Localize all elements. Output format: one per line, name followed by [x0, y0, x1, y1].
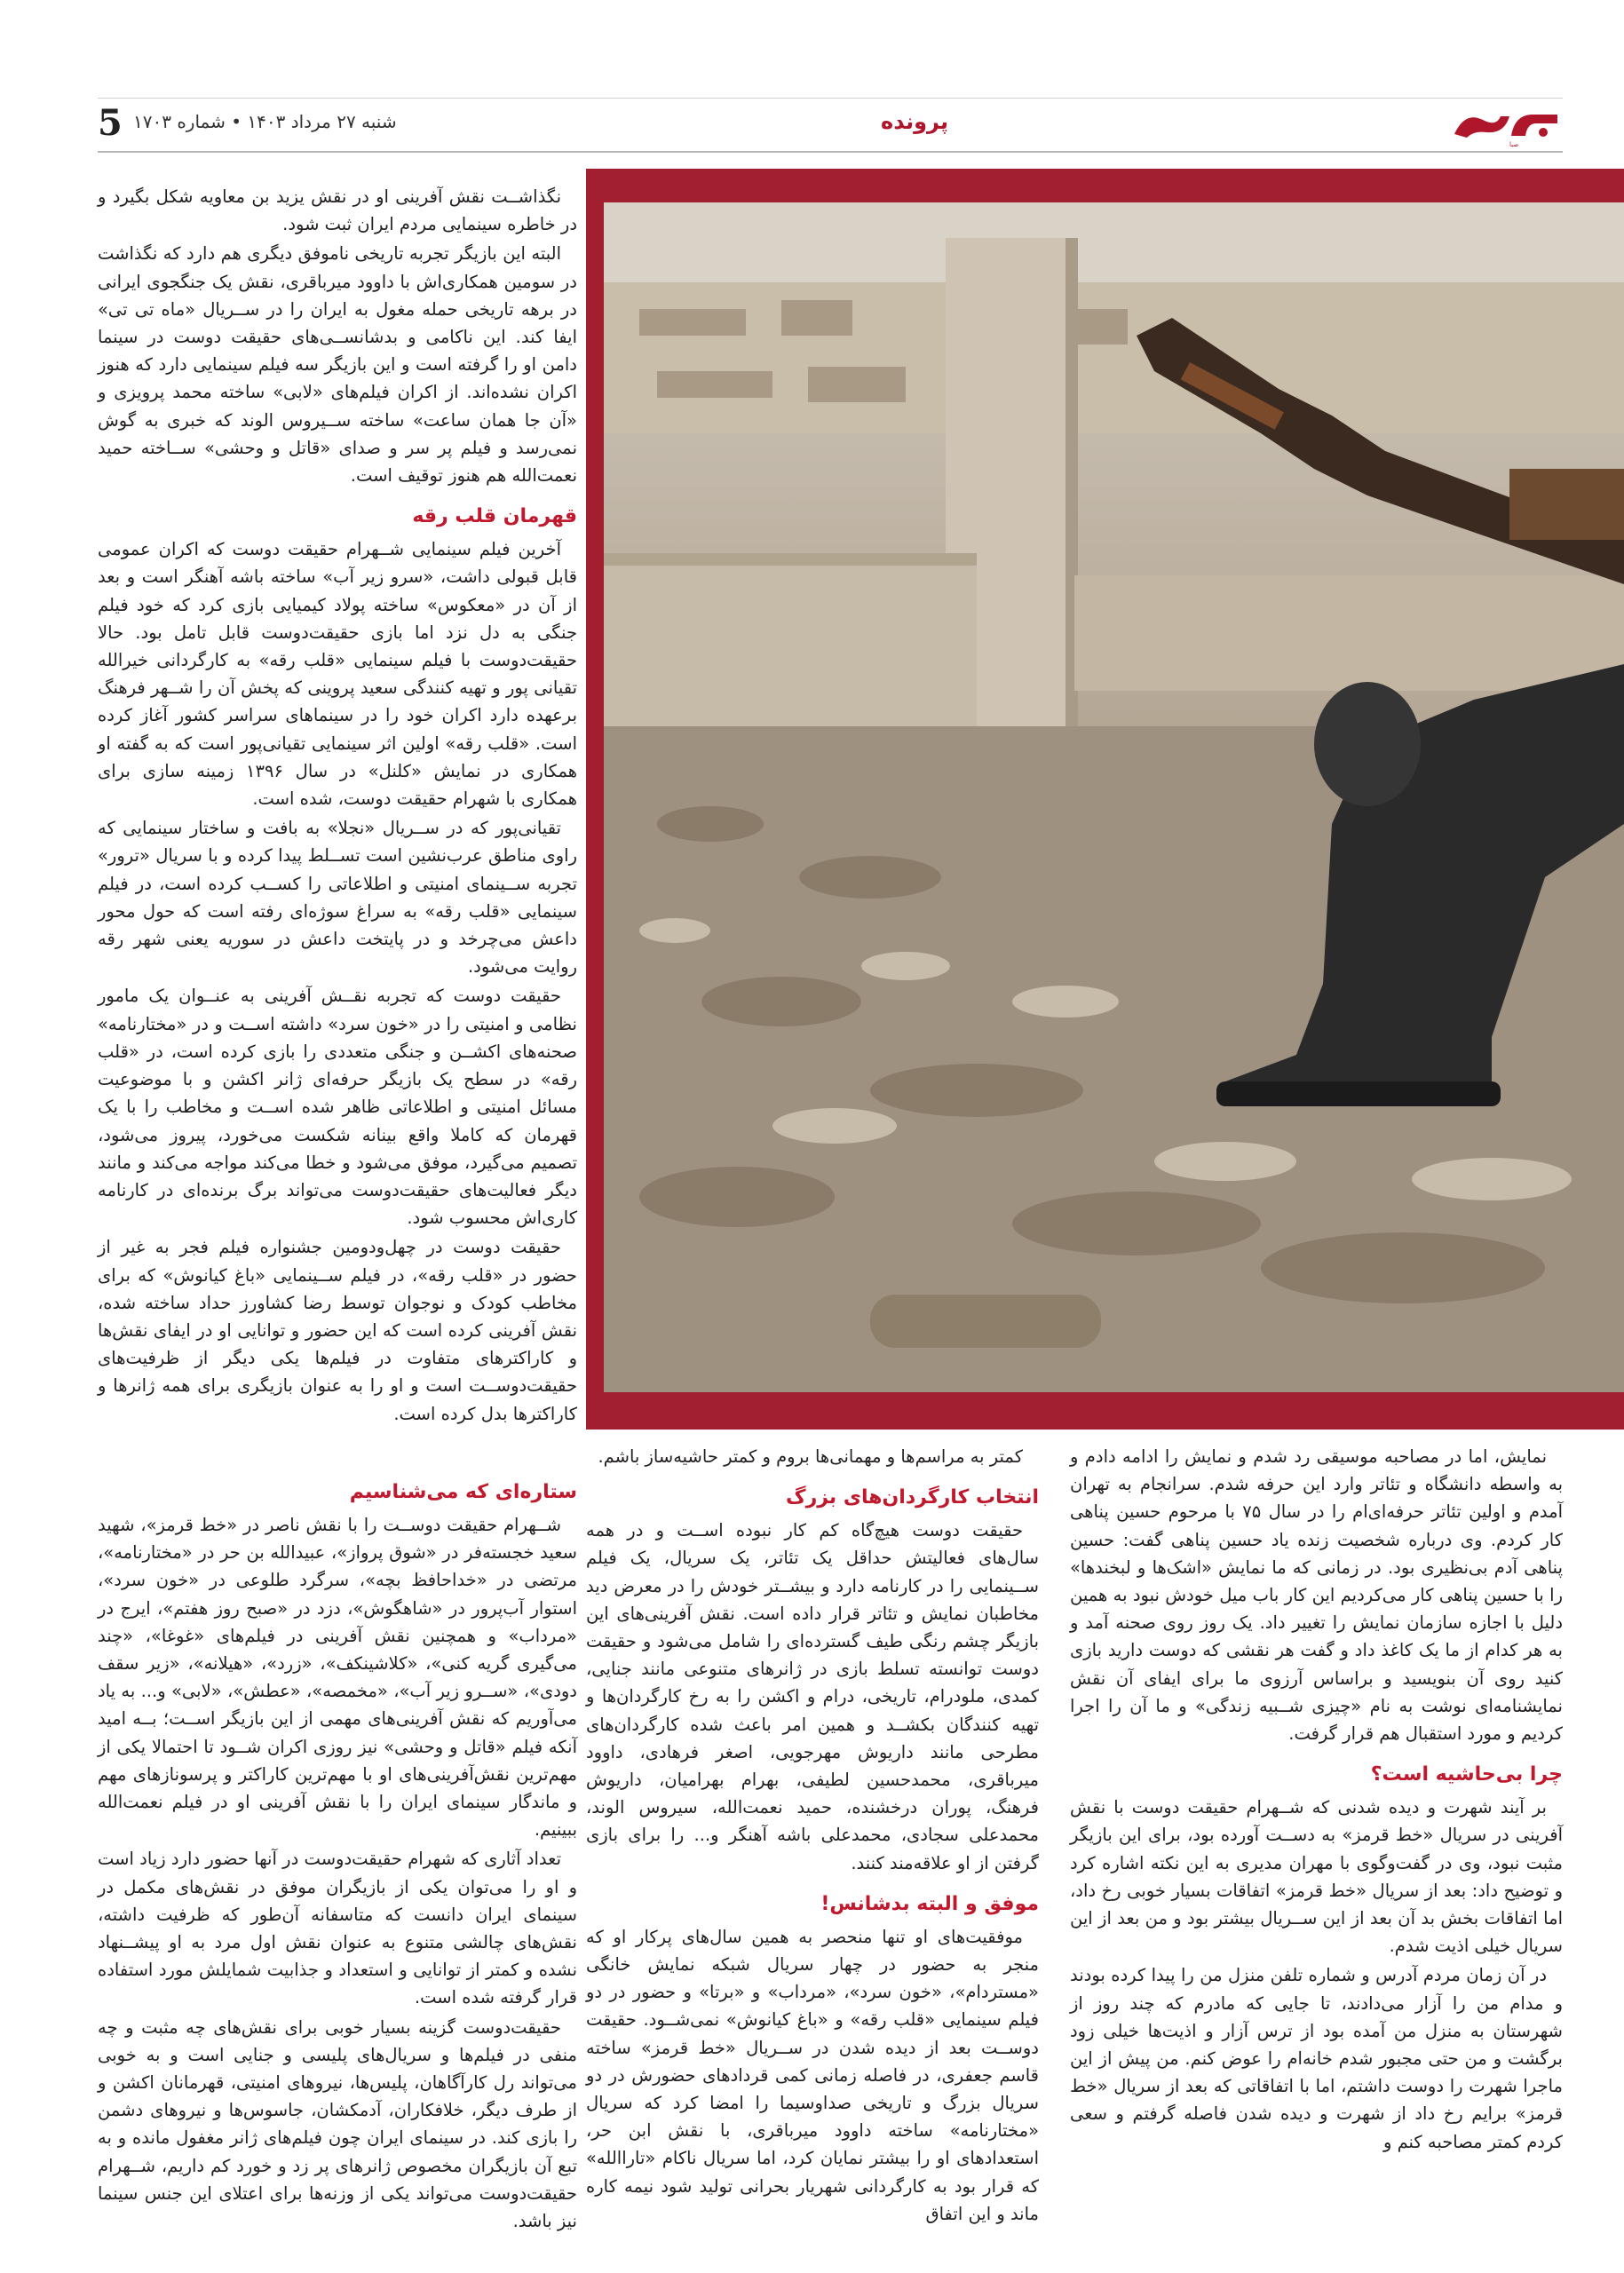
photo-frame	[586, 169, 1624, 1430]
column-left-lower	[98, 1465, 577, 2237]
paragraph: تعداد آثاری که شهرام حقیقت‌دوست در آنها حضور دارد زیاد است و او را می‌توان یکی از بازیگران موفق در نقش‌های مکمل در سینمای ایران دانست که متاسفانه آن‌طور که ظرفیت داشته، نقش‌های چالشی متنوع به عنوان نقش اول مرد به او پیشــنهاد نشده و کمتر از توانایی و استعداد و جذابیت شمایلش مورد استفاده قرار گرفته شده است.	[98, 1849, 577, 2008]
subheading-heart-of-raqqa: قهرمان قلب رقه	[412, 505, 577, 528]
paragraph: حقیقت دوست هیچ‌گاه کم کار نبوده اســت و در همه سال‌های فعالیتش حداقل یک تئاتر، یک سریال، یک فیلم ســینمایی را در کارنامه دارد و بیشــتر خودش را در معرض دید مخاطبان نمایش و تئاتر قرار داده است. نقش آفرینی‌های این بازیگر چشم رنگی طیف گسترده‌ای را شامل می‌شود و حقیقت دوست توانسته تسلط بازی در ژانرهای متنوعی مانند جنایی، کمدی، ملودرام، تاریخی، درام و اکشن را به رخ کارگردان‌ها و تهیه کنندگان بکشــد و همین امر باعث شده کارگردان‌های مطرحی مانند داریوش مهرجویی، اصغر فرهادی، داوود میرباقری، محمدحسین لطیفی، بهرام بهرامیان، داریوش فرهنگ، پوران درخشنده، حمید نعمت‌الله، سیروس الوند، محمدعلی سجادی، محمدعلی باشه آهنگر و... را برای بازی گرفتن از او علاقه‌مند کنند.	[586, 1520, 1039, 1873]
paragraph: نگذاشــت نقش آفرینی او در نقش یزید بن معاویه شکل بگیرد و در خاطره سینمایی مردم ایران ثبت شود.	[98, 186, 577, 235]
saba-logo	[1447, 104, 1563, 148]
page-header	[98, 98, 1563, 153]
paragraph: کمتر به مراسم‌ها و مهمانی‌ها بروم و کمتر حاشیه‌ساز باشم.	[598, 1446, 1023, 1467]
soldier-photo	[604, 202, 1624, 1392]
subheading-successful-unlucky: موفق و البته بدشانس!	[820, 1892, 1039, 1915]
issue-date: شنبه ۲۷ مرداد ۱۴۰۳ • شماره ۱۷۰۳	[133, 111, 397, 132]
paragraph: حقیقت دوست در چهل‌ودومین جشنواره فیلم فجر به غیر از حضور در «قلب رقه»، در فیلم ســینمایی «باغ کیانوش» که برای مخاطب کودک و نوجوان توسط رضا کشاورز حداد ساخته شده، نقش آفرینی کرده است که این حضور و توانایی او در ایفای نقش‌ها و کاراکترهای متفاوت در فیلم‌ها یکی دیگر از ظرفیت‌های حقیقت‌دوســت است و او را به عنوان بازیگری برای همه ژانرها و کاراکترها بدل کرده است.	[98, 1237, 577, 1424]
svg-text:صبا: صبا	[1509, 141, 1519, 148]
paragraph: حقیقت‌دوست گزینه بسیار خوبی برای نقش‌های چه مثبت و چه منفی در فیلم‌ها و سریال‌های پلیسی و جنایی است و به خوبی می‌تواند رل کارآگاهان، پلیس‌ها، نیروهای امنیتی، قهرمانان اکشن و از طرف دیگر، خلافکاران، آدمکشان، جاسوس‌ها و نیروهای دشمن را بازی کند. در سینمای ایران چون فیلم‌های ژانر مغفول مانده و به تبع آن بازیگران مخصوص ژانرهای پر زد و خورد کم داریم، شــهرام حقیقت‌دوست می‌تواند یکی از وزنه‌ها برای اعتلای این جنس سینما نیز باشد.	[98, 2016, 577, 2232]
subheading-why-no-controversy: چرا بی‌حاشیه است؟	[1370, 1763, 1563, 1786]
paragraph: بر آیند شهرت و دیده شدنی که شــهرام حقیقت دوست با نقش آفرینی در سریال «خط قرمز» به دســت آورده بود، برای این بازیگر مثبت نبود، وی در گفت‌وگوی با مهران مدیری به این نکته اشاره کرد و توضیح داد: بعد از سریال «خط قرمز» اتفاقات بسیار خوبی رخ داد، اما اتفاقات بخش بد آن بعد از این ســریال بیشتر بود و من بعد از این سریال خیلی اذیت شدم.	[1070, 1797, 1563, 1957]
paragraph: موفقیت‌های او تنها منحصر به همین سال‌های پرکار او که منجر به حضور در چهار سریال شبکه نمایش خانگی «مستردام»، «خون سرد»، «مرداب» و «برتا» و حضور در دو فیلم سینمایی «قلب رقه» و «باغ کیانوش» نمی‌شــود. حقیقت دوســت بعد از دیده شدن در ســریال «خط قرمز» ساخته قاسم جعفری، در فاصله زمانی کمی قرداد‌های حضورش در دو سریال بزرگ و تاریخی صداوسیما را امضا کرد که سریال «مختارنامه» ساخته داوود میرباقری، با نقش ابن حر، استعدادهای او را بیشتر نمایان کرد، اما سریال ناکام «تاراالله» که قرار بود به کارگردانی شهریار بحرانی تولید شود نیمه کاره ماند و این اتفاق	[586, 1926, 1039, 2224]
paragraph: در آن زمان مردم آدرس و شماره تلفن منزل من را پیدا کرده بودند و مدام من را آزار می‌دادند، تا جایی که مادرم که چند روز از شهرستان به منزل من آمده بود از ترس آزار و اذیت‌ها خیلی زود برگشت و من حتی مجبور شدم خانه‌ام را عوض کنم. من پیش از این ماجرا شهرت را دوست داشتم، اما با اتفاقاتی که بعد از سریال «خط قرمز» برایم رخ داد از شهرت و دیده شدن فاصله گرفتم و سعی کردم کمتر مصاحبه کنم و	[1070, 1965, 1563, 2152]
paragraph: البته این بازیگر تجربه تاریخی ناموفق دیگری هم دارد که نگذاشت در سومین همکاری‌اش با داوود میرباقری، نقش یک جنگجوی ایرانی در برهه تاریخی حمله مغول به ایران را در ســریال «ماه تی تی» ایفا کند. این ناکامی و بدشانســی‌های حقیقت دوست در سینما دامن او را گرفته است و این بازیگر سه فیلم سینمایی دارد که هنوز اکران نشده‌اند. از اکران فیلم‌های «لابی» ساخته محمد پرویزی و «آن جا همان ساعت» ساخته ســیروس الوند که خبری به گوش نمی‌رسد و فیلم پر سر و صدای «قاتل و وحشی» ســاخته حمید نعمت‌الله هم هنوز توقیف است.	[98, 243, 577, 487]
paragraph: آخرین فیلم سینمایی شــهرام حقیقت دوست که اکران عمومی قابل قبولی داشت، «سرو زیر آب» ساخته باشه آهنگر است و بعد از آن در «معکوس» ساخته پولاد کیمیایی بازی کرد که خود فیلم جنگی به دل نزد اما بازی حقیقت‌دوست قابل تامل بود. حالا حقیقت‌دوست با فیلم سینمایی «قلب رقه» به کارگردانی خیرالله تقیانی پور و تهیه کنندگی سعید پروینی که پخش آن را شــهر فرهنگ برعهده دارد اکران خود را در سینماهای سراسر کشور آغاز کرده است. «قلب رقه» اولین اثر سینمایی تقیانی‌پور است که به گفته او همکاری در نمایش «کلنل» در سال ۱۳۹۶ زمینه سازی برای همکاری با شهرام حقیقت دوست، شده است.	[98, 539, 577, 810]
paragraph: نمایش، اما در مصاحبه موسیقی رد شدم و نمایش را ادامه دادم و به واسطه دانشگاه و تئاتر وارد این حرفه شدم. سرانجام به تهران آمدم و اولین تئاتر حرفه‌ای‌ام را در سال ۷۵ با مرحوم حسین پناهی کار کردم. وی درباره شخصیت زنده یاد حسین پناهی گفت: حسین پناهی آدم بی‌نظیری بود. در زمانی که ما نمایش «اشک‌ها و لبخندها» را با حسین پناهی کار می‌کردیم این کار باب میل خودش نبود به همین دلیل با اجازه سازمان نمایش را تغییر داد. یک روز روی صحنه آمد و به هر کدام از ما یک کاغذ داد و گفت هر نقشی که دوست دارید بازی کنید روی آن بنویسید و براساس آرزوی ما برای ایفای آن نقش نمایشنامه‌ای نوشت به نام «چیزی شــبیه زندگی» و ما آن را اجرا کردیم و مورد استقبال هم قرار گرفت.	[1070, 1446, 1563, 1745]
column-left-upper	[98, 183, 577, 1430]
subheading-choosing-directors: انتخاب کارگردان‌های بزرگ	[786, 1486, 1039, 1509]
subheading-star-we-know: ستاره‌ای که می‌شناسیم	[349, 1481, 577, 1503]
page-number: 5	[98, 102, 123, 144]
paragraph: حقیقت‌ دوست که تجربه نقــش آفرینی به عنــوان یک مامور نظامی و امنیتی را در «خون سرد» داشته اســت و در «مختارنامه» صحنه‌های اکشــن و جنگی متعددی را بازی کرده است، در «قلب رقه» در سطح یک بازیگر حرفه‌ای ژانر اکشن و با موضوعیت مسائل امنیتی و اطلاعاتی ظاهر شده اســت و مخاطب را با یک قهرمان که کاملا واقع بینانه شکست می‌خورد، پیروز می‌شود، تصمیم می‌گیرد، موفق می‌شود و خطا می‌کند مواجه می‌کند و مانند دیگر فعالیت‌های حقیقت‌دوست می‌تواند برگ برنده‌ای در کارنامه کاری‌اش محسوب شود.	[98, 986, 577, 1229]
paragraph: تقیانی‌پور که در ســریال «نجلا» به بافت و ساختار سینمایی که راوی مناطق عرب‌نشین است تســلط پیدا کرده و با سریال «ترور» تجربه ســینمای امنیتی و اطلاعاتی را کســب کرده است، در فیلم سینمایی «قلب رقه» به سراغ سوژه‌ای رفته است که حول محور داعش می‌چرخد و در پایتخت داعش در سوریه یعنی شهر رقه روایت می‌شود.	[98, 818, 577, 978]
section-title: پرونده	[881, 109, 948, 134]
paragraph: شــهرام حقیقت دوســت را با نقش ناصر در «خط قرمز»، شهید سعید خجسته‌فر در «شوق پرواز»، عبیدالله بن حر در «مختارنامه»، مرتضی در «خداحافظ بچه»، سرگرد طلوعی در «خون سرد»، استوار آب‌پرور در «شاهگوش»، دزد در «صبح روز هفتم»، ایرج در «مرداب» و همچنین نقش آفرینی در فیلم‌های «غوغا»، «چند می‌گیری گریه کنی»، «کلاشینکف»، «زرد»، «هیلانه»، «زیر سقف دودی»، «ســرو زیر آب»، «مخمصه»، «عطش»، «لابی» و... به یاد می‌آوریم که نقش آفرینی‌های مهمی از این بازیگر اســت؛ بــه امید آنکه فیلم «قاتل و وحشی» نیز روزی اکران شــود تا احتمالا یکی از مهم‌ترین نقش‌آفرینی‌های او با مهم‌ترین کاراکتر و پرسونازهای مهم و ماندگار سینمای ایران را با نقش آفرینی او در فیلم نعمت‌الله ببینیم.	[98, 1515, 577, 1841]
column-right	[1070, 1443, 1563, 2158]
soldier-photo-icon	[604, 202, 1624, 1392]
column-middle	[586, 1443, 1039, 2229]
